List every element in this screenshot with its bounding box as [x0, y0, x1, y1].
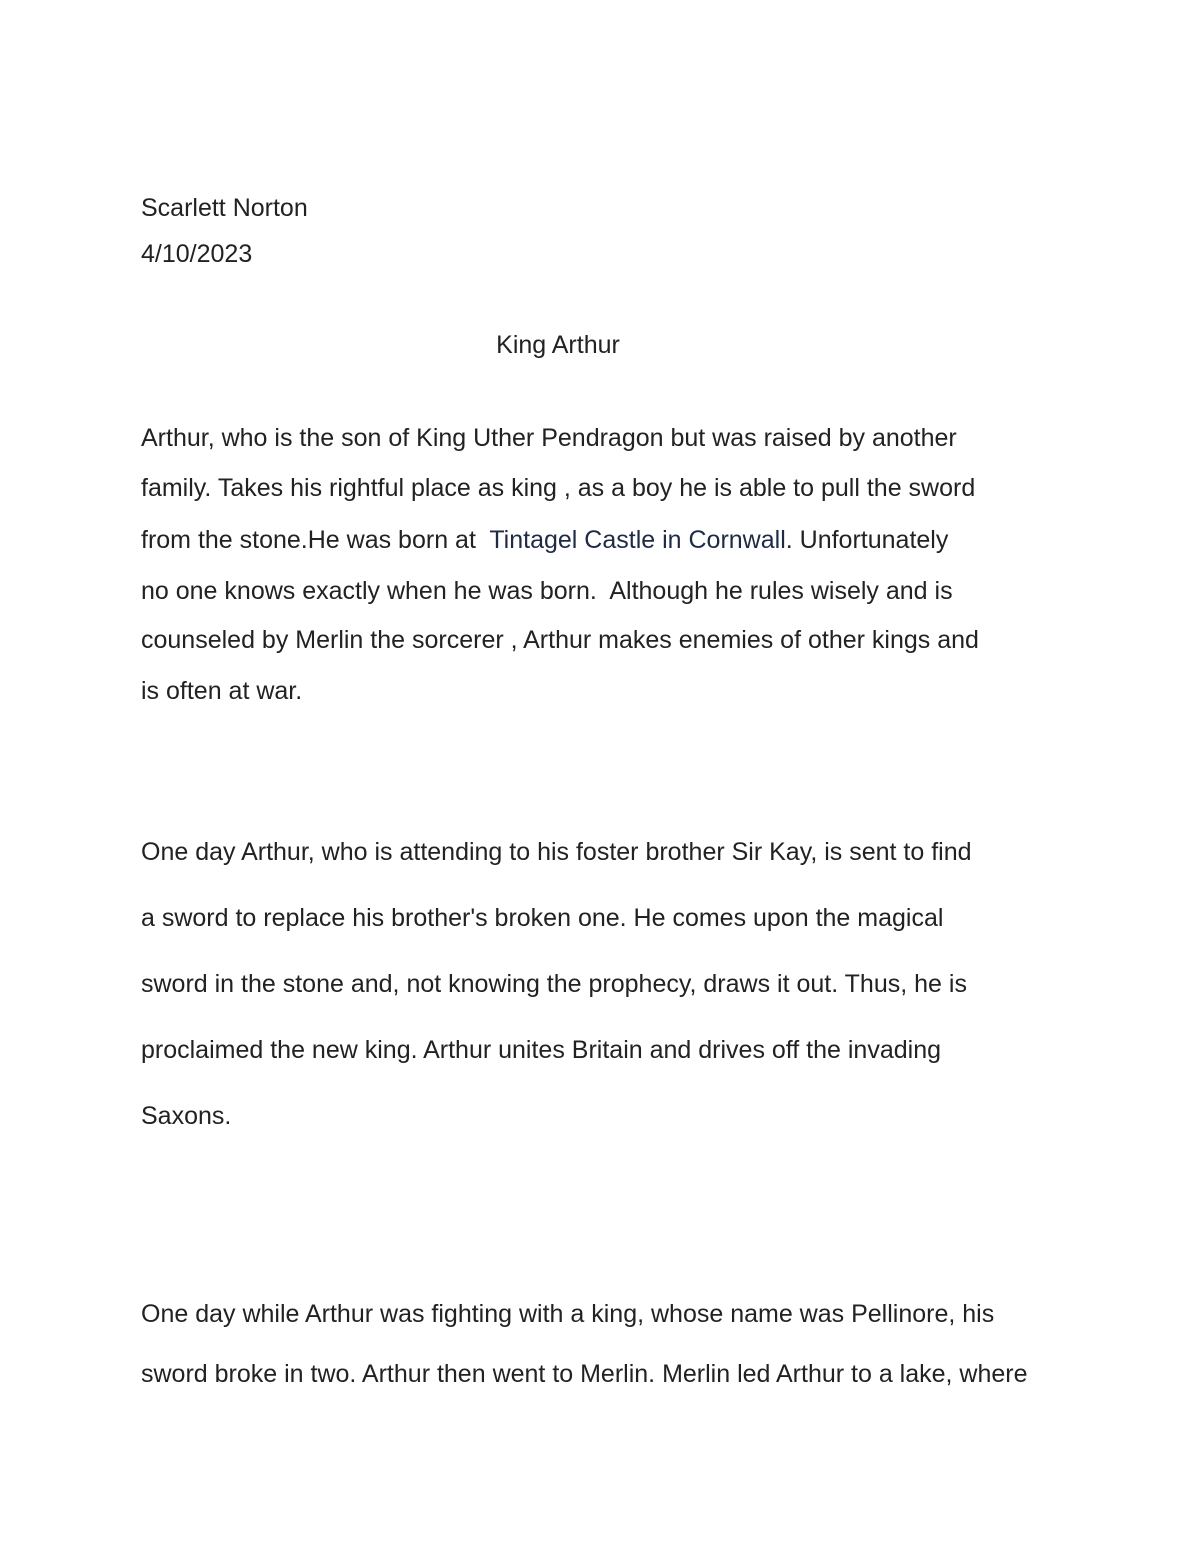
- line-text: . Unfortunately: [785, 526, 949, 554]
- paragraph-line: sword in the stone and, not knowing the prophecy, draws it out. Thus, he is: [141, 970, 967, 998]
- line-text: from the stone.He was born at: [141, 526, 490, 554]
- document-date: 4/10/2023: [141, 240, 253, 268]
- paragraph-line: One day Arthur, who is attending to his foster brother Sir Kay, is sent to find: [141, 838, 972, 866]
- place-name: Tintagel Castle in Cornwall: [489, 526, 786, 554]
- paragraph-line: no one knows exactly when he was born. Although he rules wisely and is: [141, 577, 953, 605]
- paragraph-line: Arthur, who is the son of King Uther Pendragon but was raised by another: [141, 424, 957, 452]
- paragraph-line: counseled by Merlin the sorcerer , Arthur makes enemies of other kings and: [141, 626, 979, 654]
- paragraph-line: family. Takes his rightful place as king , as a boy he is able to pull the sword: [141, 474, 976, 502]
- paragraph-line: [141, 528, 948, 553]
- paragraph-line: One day while Arthur was fighting with a king, whose name was Pellinore, his: [141, 1300, 995, 1328]
- paragraph-line: sword broke in two. Arthur then went to Merlin. Merlin led Arthur to a lake, where: [141, 1360, 1028, 1388]
- paragraph-line: a sword to replace his brother's broken one. He comes upon the magical: [141, 904, 944, 932]
- document-title: King Arthur: [496, 331, 620, 359]
- paragraph-line: is often at war.: [141, 677, 303, 705]
- author-name: Scarlett Norton: [141, 194, 308, 222]
- paragraph-line: Saxons.: [141, 1102, 232, 1130]
- paragraph-line: proclaimed the new king. Arthur unites Britain and drives off the invading: [141, 1036, 941, 1064]
